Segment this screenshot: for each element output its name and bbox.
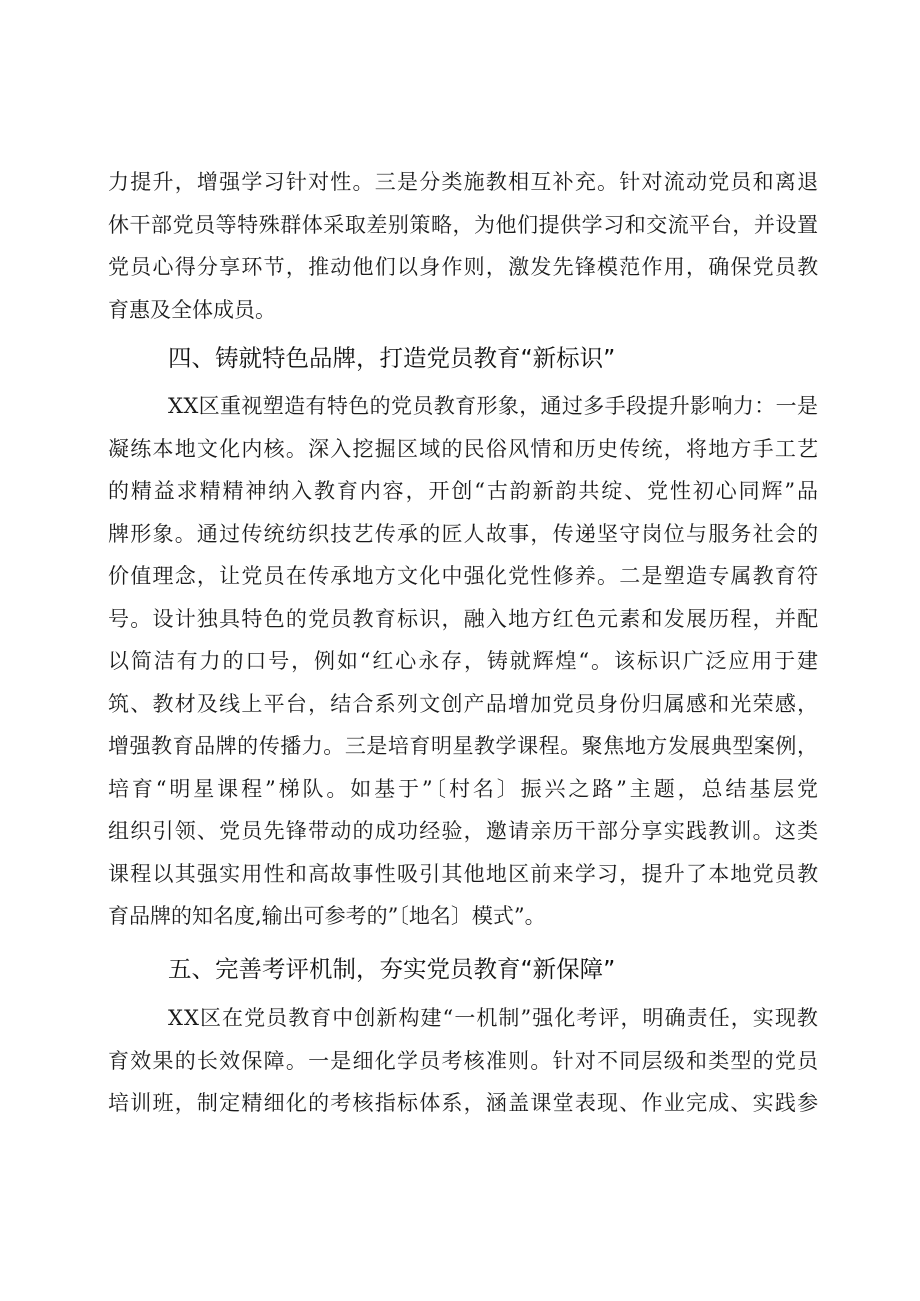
text-line: 育品牌的知名度,输出可参考的”〔地名〕模式”。	[108, 904, 546, 928]
text-line: 组织引领、党员先锋带动的成功经验，邀请亲历干部分享实践教训。这类	[108, 819, 820, 843]
text-line: 培训班，制定精细化的考核指标体系，涵盖课堂表现、作业完成、实践参	[108, 1091, 820, 1115]
text-line: 休干部党员等特殊群体采取差别策略，为他们提供学习和交流平台，并设置	[108, 212, 819, 237]
paragraph-section-4	[108, 385, 821, 938]
paragraph-continuation	[108, 161, 818, 331]
section-heading-5: 五、完善考评机制，夯实党员教育“新保障”	[168, 955, 616, 983]
text-line: 以简洁有力的口号，例如“红心永存，铸就辉煌“。该标识广泛应用于建	[108, 649, 820, 673]
text-line: XX区重视塑造有特色的党员教育形象，通过多手段提升影响力：一是	[168, 394, 819, 418]
text-line: 党员心得分享环节，推动他们以身作则，激发先锋模范作用，确保党员教	[108, 255, 820, 279]
text-line: 增强教育品牌的传播力。三是培育明星教学课程。聚焦地方发展典型案例，	[108, 734, 819, 758]
text-line: 筑、教材及线上平台，结合系列文创产品增加党员身份归属感和光荣感，	[108, 691, 820, 716]
text-line: 号。设计独具特色的党员教育标识，融入地方红色元素和发展历程，并配	[108, 606, 820, 631]
text-line: 育效果的长效保障。一是细化学员考核准则。针对不同层级和类型的党员	[108, 1048, 820, 1073]
text-line: 育惠及全体成员。	[108, 297, 276, 322]
text-line: 培育“明星课程”梯队。如基于”〔村名〕振兴之路”主题，总结基层党	[108, 776, 821, 801]
text-line: 价值理念，让党员在传承地方文化中强化党性修养。二是塑造专属教育符	[108, 564, 820, 588]
text-line: 课程以其强实用性和高故事性吸引其他地区前来学习，提升了本地党员教	[108, 861, 820, 886]
section-heading-4: 四、铸就特色品牌，打造党员教育“新标识”	[168, 344, 616, 372]
text-line: 牌形象。通过传统纺织技艺传承的匠人故事，传递坚守岗位与服务社会的	[108, 521, 820, 546]
text-line: 凝练本地文化内核。深入挖掘区域的民俗风情和历史传统，将地方手工艺	[108, 436, 820, 461]
text-line: XX区在党员教育中创新构建“一机制”强化考评，明确责任，实现教	[168, 1006, 819, 1030]
text-line: 的精益求精精神纳入教育内容，开创“古韵新韵共绽、党性初心同辉”品	[108, 479, 820, 503]
text-line: 力提升，增强学习针对性。三是分类施教相互补充。针对流动党员和离退	[108, 170, 820, 194]
paragraph-section-5	[108, 997, 818, 1125]
